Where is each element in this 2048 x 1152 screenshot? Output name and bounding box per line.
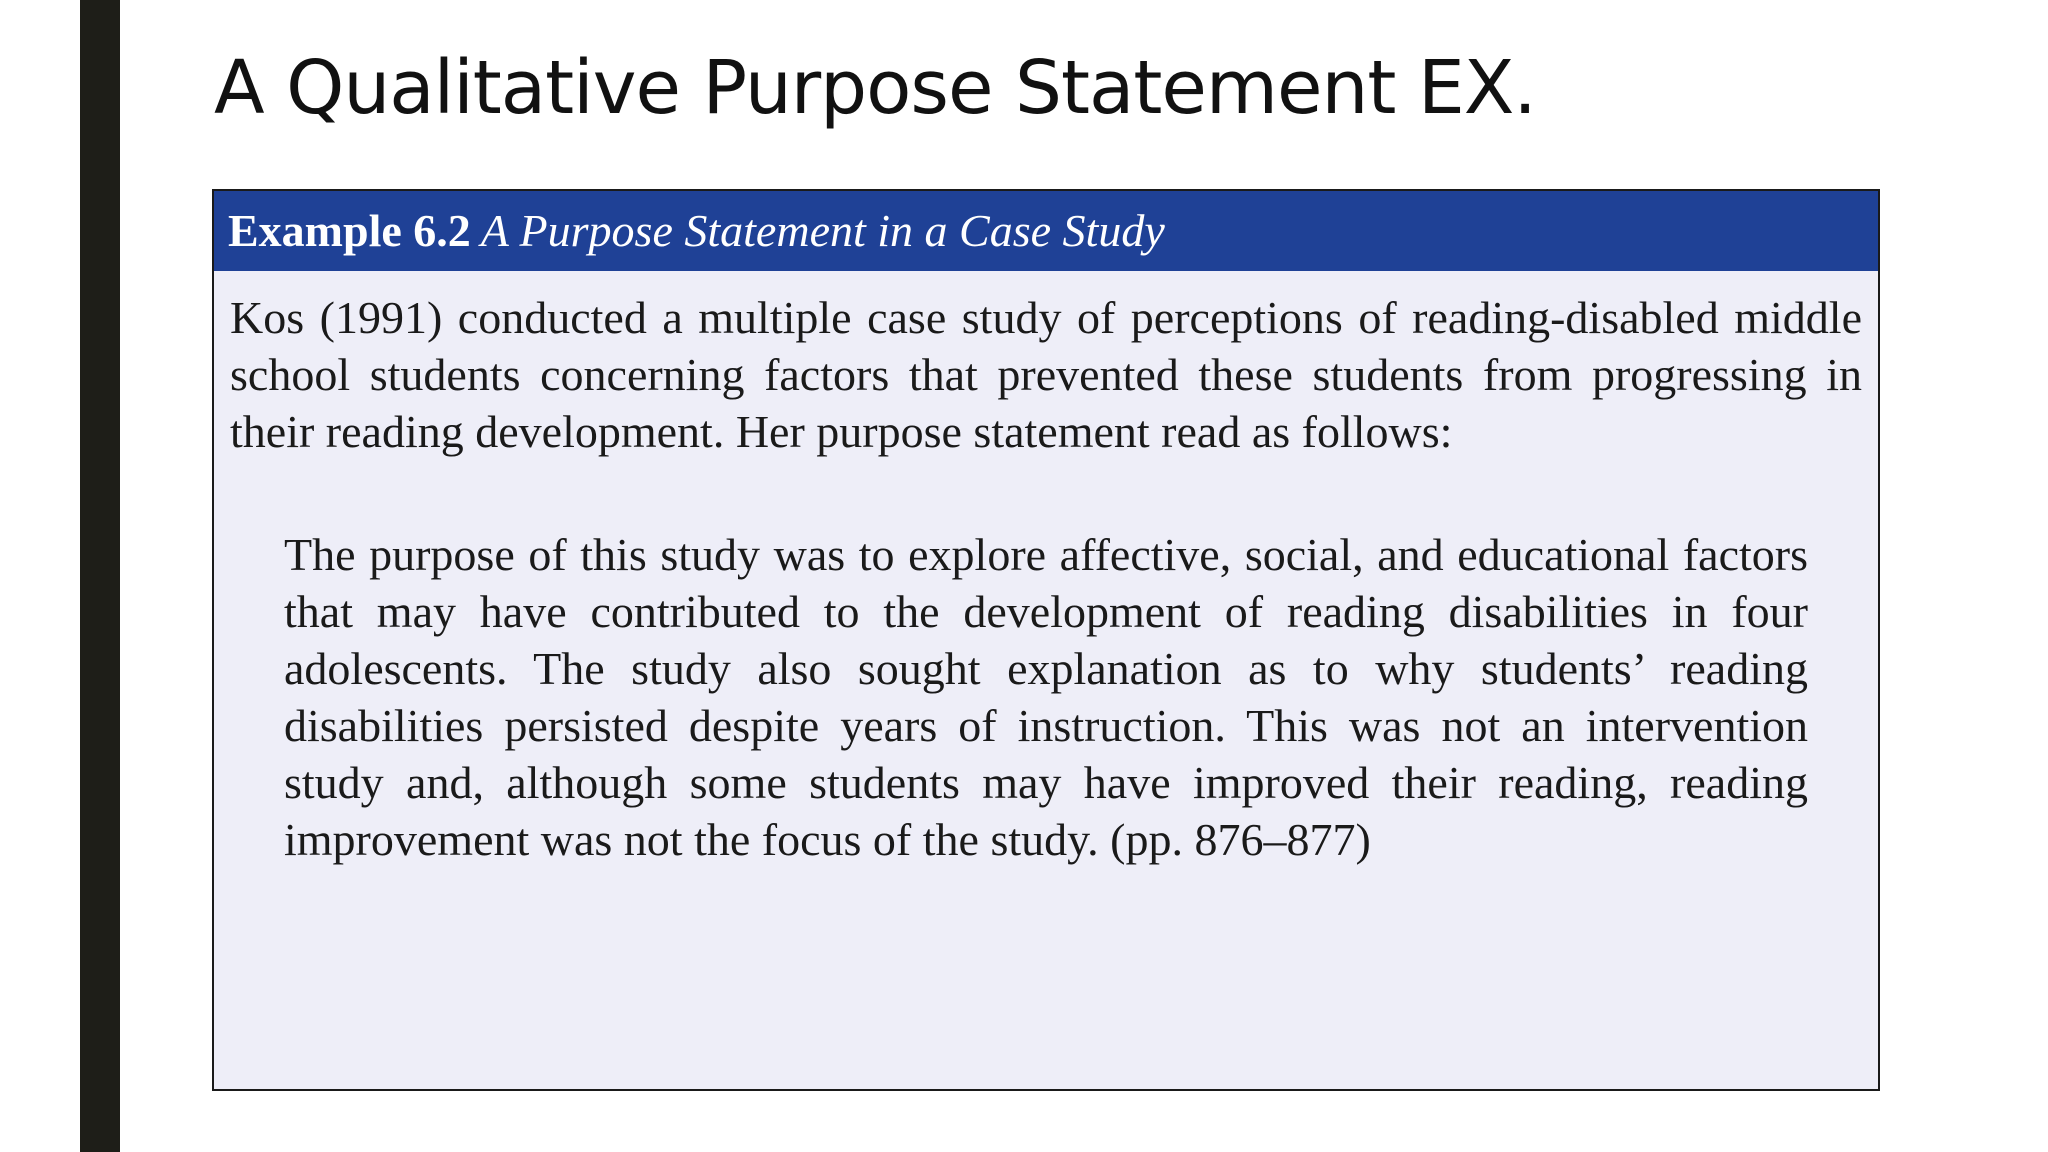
example-box	[212, 189, 1880, 1091]
purpose-quote: The purpose of this study was to explore affective, social, and educational factors that may have contributed to the development of reading disabilities in four adolescents. The study also sought explanation as to why students’ reading disabilities persisted despite years of instruction. This was not an intervention study and, although some students may have improved their reading, reading improvement was not the focus of the study. (pp. 876–877)	[284, 529, 1808, 865]
example-header	[214, 191, 1878, 271]
example-subtitle: A Purpose Statement in a Case Study	[480, 205, 1165, 256]
example-number: Example 6.2	[228, 205, 471, 256]
side-accent-bar	[80, 0, 120, 1152]
slide-title: A Qualitative Purpose Statement EX.	[214, 45, 1536, 131]
intro-paragraph: Kos (1991) conducted a multiple case study of perceptions of reading-disabled middle school students concerning factors that prevented these students from progressing in their reading development. Her purpose statement read as follows:	[230, 292, 1862, 457]
